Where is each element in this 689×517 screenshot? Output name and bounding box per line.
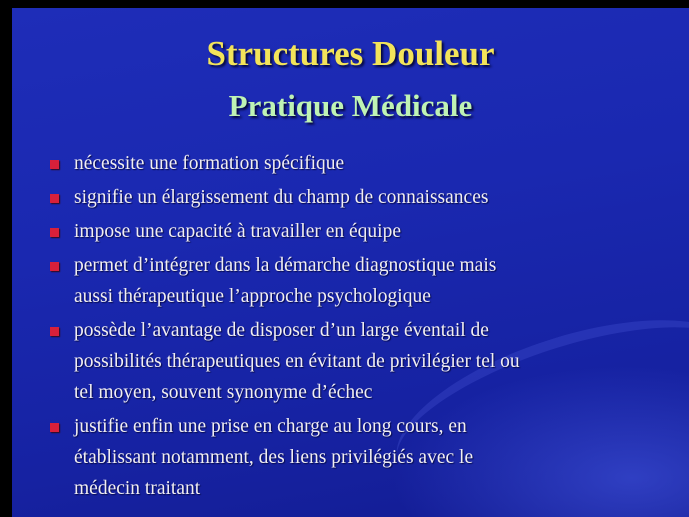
slide-title: Structures Douleur <box>206 34 495 73</box>
bullet-item <box>50 216 650 247</box>
bullet-list <box>50 148 650 507</box>
bullet-text-line: permet d’intégrer dans la démarche diagnostique mais <box>74 255 497 276</box>
bullet-text-line: possibilités thérapeutiques en évitant de privilégier tel ou <box>74 351 520 372</box>
square-bullet-icon <box>50 327 59 336</box>
bullet-text-line: tel moyen, souvent synonyme d’échec <box>74 382 373 403</box>
bullet-text-line: impose une capacité à travailler en équipe <box>74 221 402 242</box>
bullet-text-line: aussi thérapeutique l’approche psychologique <box>74 286 431 307</box>
bullet-text-line: nécessite une formation spécifique <box>74 153 345 174</box>
square-bullet-icon <box>50 194 59 203</box>
square-bullet-icon <box>50 423 59 432</box>
slide-subtitle: Pratique Médicale <box>228 88 473 123</box>
bullet-item <box>50 250 650 312</box>
square-bullet-icon <box>50 228 59 237</box>
square-bullet-icon <box>50 160 59 169</box>
bullet-item <box>50 315 650 408</box>
bullet-item <box>50 148 650 179</box>
bullet-item <box>50 411 650 504</box>
bullet-text-line: établissant notamment, des liens privilégiés avec le <box>74 447 474 468</box>
bullet-text-line: justifie enfin une prise en charge au long cours, en <box>74 416 467 437</box>
bullet-text-line: signifie un élargissement du champ de connaissances <box>74 187 489 208</box>
presentation-slide <box>12 8 689 517</box>
bullet-text-line: médecin traitant <box>74 478 201 499</box>
bullet-text-line: possède l’avantage de disposer d’un large éventail de <box>74 320 489 341</box>
bullet-item <box>50 182 650 213</box>
square-bullet-icon <box>50 262 59 271</box>
